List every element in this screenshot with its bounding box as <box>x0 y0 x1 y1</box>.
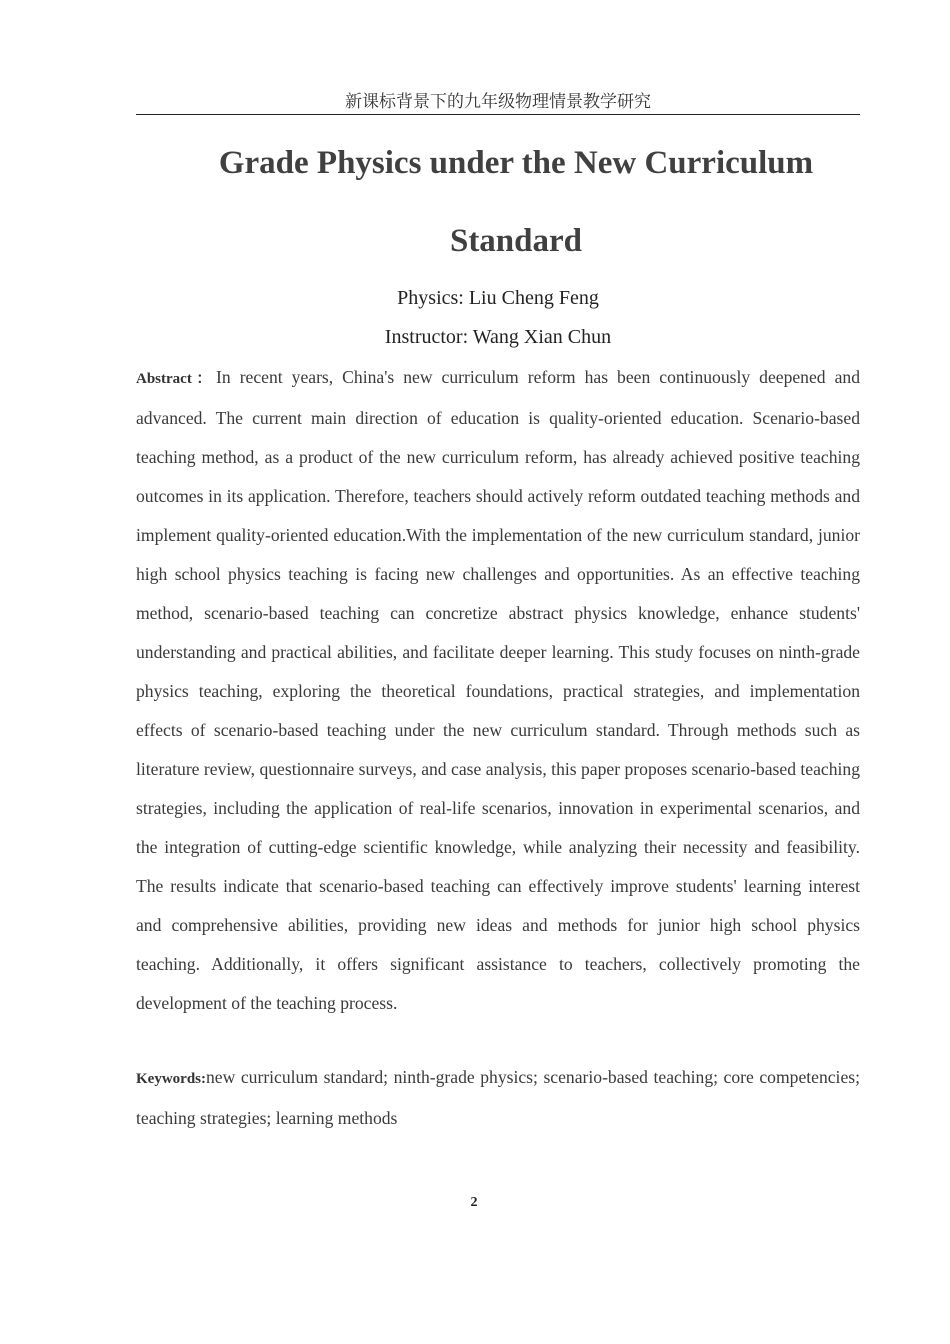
keywords-label: Keywords: <box>136 1071 206 1087</box>
keywords-paragraph <box>136 1058 860 1138</box>
running-header: 新课标背景下的九年级物理情景教学研究 <box>136 90 860 115</box>
abstract-paragraph <box>136 358 860 1023</box>
instructor-line: Instructor: Wang Xian Chun <box>384 326 612 348</box>
keywords-text: new curriculum standard; ninth-grade physics; scenario-based teaching; core competencies; teaching strategies; learning methods <box>136 1067 860 1128</box>
paper-title-line-2: Standard <box>449 223 583 259</box>
abstract-text: In recent years, China's new curriculum reform has been continuously deepened and advanced. The current main direction of education is quality-oriented education. Scenario-based teaching method, as a product of the new curriculum reform, has already achieved positive teaching outcomes in its application. Therefore, teachers should actively reform outdated teaching methods and implement quality-oriented education.With the implementation of the new curriculum standard, junior high school physics teaching is facing new challenges and opportunities. As an effective teaching method, scenario-based teaching can concretize abstract physics knowledge, enhance students' understanding and practical abilities, and facilitate deeper learning. This study focuses on ninth-grade physics teaching, exploring the theoretical foundations, practical strategies, and implementation effects of scenario-based teaching under the new curriculum standard. Through methods such as literature review, questionnaire surveys, and case analysis, this paper proposes scenario-based teaching strategies, including the application of real-life scenarios, innovation in experimental scenarios, and the integration of cutting-edge scientific knowledge, while analyzing their necessity and feasibility. The results indicate that scenario-based teaching can effectively improve students' learning interest and comprehensive abilities, providing new ideas and methods for junior high school physics teaching. Additionally, it offers significant assistance to teachers, collectively promoting the development of the teaching process. <box>136 367 860 1013</box>
paper-title-line-1: Grade Physics under the New Curriculum <box>218 145 814 181</box>
author-line: Physics: Liu Cheng Feng <box>397 287 599 309</box>
page-number: 2 <box>470 1195 478 1210</box>
abstract-label: Abstract： <box>136 371 217 387</box>
